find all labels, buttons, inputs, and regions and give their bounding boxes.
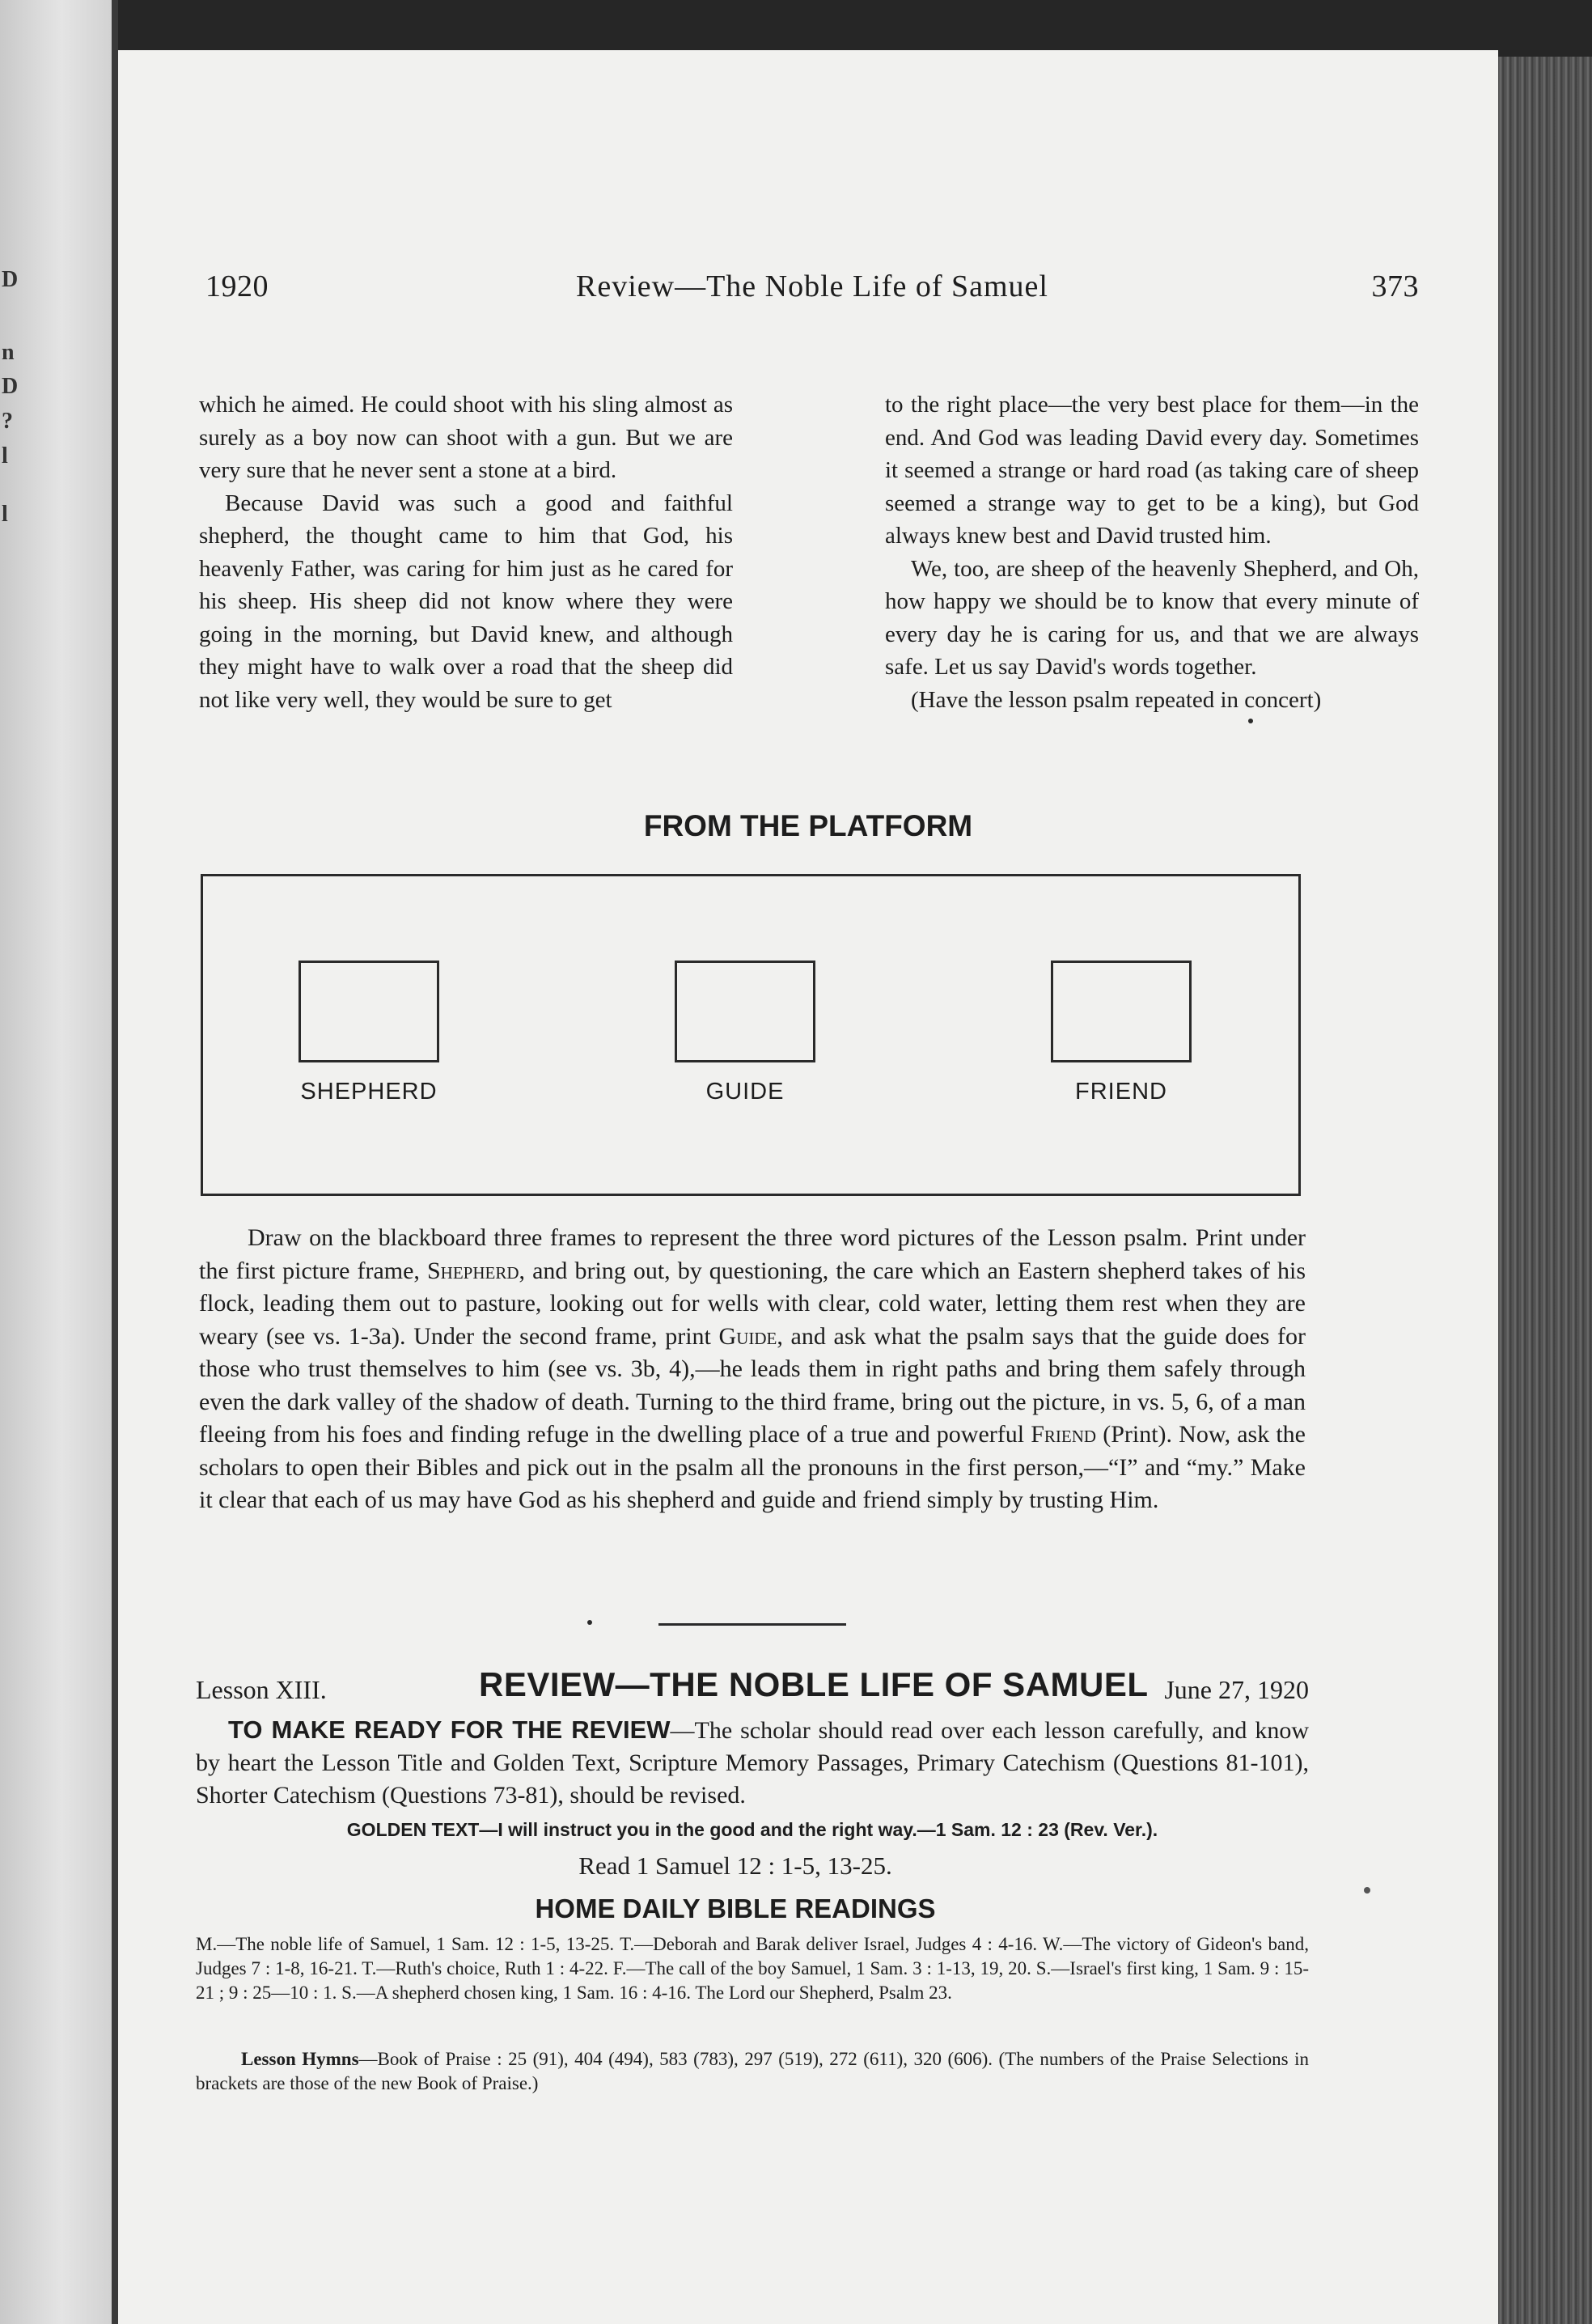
- frame-label-guide: GUIDE: [705, 1079, 785, 1105]
- small-caps-word: Shepherd: [426, 1257, 519, 1284]
- text-run: , and ask what the psalm says that the guide does for those who trust themselves to him (see vs. 3b, 4),—he leads them in right paths and bring them safely through even the dark valley of the shadow of death. Turning to the third frame, bring out the picture, in vs. 5, 6, of a man fleeing from his foes and finding refuge in the dwelling place of a true and powerful: [199, 1322, 1306, 1448]
- paragraph: Because David was such a good and faithful shepherd, the thought came to him that God, his heavenly Father, was caring for him just as he cared for his sheep. His sheep did not know where they were going in the morning, but David knew, and although they might have to walk over a road that the sheep did not like very well, they would be sure to get: [199, 490, 733, 713]
- picture-frame-friend: [1051, 961, 1192, 1062]
- adjacent-page-strip: [0, 0, 112, 2324]
- small-caps-word: Guide: [718, 1322, 777, 1350]
- text-run: , and bring out, by questioning, the care which an Eastern shepherd takes of his flock, leading them out to pasture, looking out for wells with clear, cold water, letting them rest when they are weary (see vs. 1-3a). Under the second frame, print: [199, 1257, 1306, 1350]
- story-columns: [199, 388, 1421, 785]
- paragraph: [199, 1222, 1306, 1517]
- page-edges: [1498, 57, 1592, 2324]
- text-run: (Print). Now, ask the scholars to open their Bibles and pick out in the psalm all the pronouns in the first person,—“I” and “my.” Make it clear that each of us may have God as his shepherd and guide and friend simply by trusting Him.: [199, 1421, 1306, 1513]
- running-head-title: Review—The Noble Life of Samuel: [576, 269, 1048, 303]
- adjacent-page-fragment: D: [2, 374, 19, 399]
- lesson-hymns: [196, 2047, 1309, 2096]
- adjacent-page-fragment: n: [2, 340, 15, 365]
- lesson-title: REVIEW—THE NOBLE LIFE OF SAMUEL: [479, 1665, 1149, 1703]
- running-head-year: 1920: [205, 269, 269, 303]
- platform-instructions: [199, 1222, 1306, 1517]
- paragraph: which he aimed. He could shoot with his sling almost as surely as a boy now can shoot with a gun. But we are very sure that he never sent a stone at a bird.: [199, 392, 733, 483]
- paragraph: (Have the lesson psalm repeated in concert): [911, 686, 1322, 713]
- paragraph: to the right place—the very best place for them—in the end. And God was leading David every day. Sometimes it seemed a strange or hard road (as taking care of sheep seemed a strange way to get to be a king), but God always knew best and David trusted him.: [885, 392, 1419, 549]
- ink-dot: [1248, 719, 1253, 723]
- lesson-date: June 27, 1920: [1164, 1675, 1309, 1704]
- daily-readings: [196, 1932, 1309, 2005]
- paragraph: We, too, are sheep of the heavenly Shepherd, and Oh, how happy we should be to know that every minute of every day he is caring for us, and that we are always safe. Let us say David's words together.: [885, 555, 1419, 680]
- book-page: [118, 50, 1498, 2324]
- section-divider: [658, 1623, 846, 1626]
- hymns-lead: Lesson Hymns: [241, 2049, 359, 2069]
- lesson-header: [196, 1665, 1309, 1714]
- prep-lead: TO MAKE READY FOR THE REVIEW: [228, 1715, 671, 1744]
- ink-dot: [587, 1620, 592, 1625]
- reading-reference: Read 1 Samuel 12 : 1-5, 13-25.: [578, 1851, 892, 1880]
- frame-label-shepherd: SHEPHERD: [300, 1079, 438, 1105]
- ink-dot: [1364, 1887, 1370, 1894]
- book-gutter: [112, 0, 118, 2324]
- readings-heading: HOME DAILY BIBLE READINGS: [535, 1894, 936, 1923]
- page-content: [118, 50, 1498, 2324]
- running-head: [205, 269, 1419, 317]
- adjacent-page-fragment: l: [2, 443, 8, 469]
- page-number: 373: [1371, 269, 1419, 303]
- review-preparation: [196, 1714, 1309, 1812]
- platform-heading: FROM THE PLATFORM: [643, 809, 973, 842]
- adjacent-page-fragment: l: [2, 502, 8, 527]
- frame-label-friend: FRIEND: [1075, 1079, 1167, 1105]
- lesson-number: Lesson XIII.: [196, 1675, 327, 1704]
- hymns-paragraph: [196, 2047, 1309, 2096]
- small-caps-word: Friend: [1031, 1421, 1097, 1448]
- golden-text: GOLDEN TEXT—I will instruct you in the good and the right way.—1 Sam. 12 : 23 (Rev. Ver.).: [346, 1819, 1158, 1840]
- prep-text: —The scholar should read over each lesson carefully, and know by heart the Lesson Title and Golden Text, Scripture Memory Passages, Primary Catechism (Questions 81-101), Shorter Catechism (Questions 73-81), should be revised.: [196, 1717, 1309, 1809]
- text-run: Draw on the blackboard three frames to represent the three word pictures of the Lesson psalm. Print under the first picture frame,: [199, 1224, 1306, 1284]
- adjacent-page-fragment: ?: [2, 409, 13, 434]
- picture-frame-shepherd: [298, 961, 439, 1062]
- readings-text: M.—The noble life of Samuel, 1 Sam. 12 : 1-5, 13-25. T.—Deborah and Barak deliver Israel, Judges 4 : 4-16. W.—The victory of Gideon's band, Judges 7 : 1-8, 16-21. T.—Ruth's choice, Ruth 1 : 4-22. F.—The call of the boy Samuel, 1 Sam. 3 : 1-13, 19, 20. S.—Israel's first king, 1 Sam. 9 : 15-21 ; 9 : 25—10 : 1. S.—A shepherd chosen king, 1 Sam. 16 : 4-16. The Lord our Shepherd, Psalm 23.: [196, 1934, 1309, 2003]
- blackboard-diagram: [201, 874, 1301, 1196]
- right-column: [885, 388, 1419, 716]
- hymns-text: —Book of Praise : 25 (91), 404 (494), 583 (783), 297 (519), 272 (611), 320 (606). (The numbers of the Praise Selections in brackets are those of the new Book of Praise.): [196, 2049, 1309, 2093]
- left-column: [199, 388, 733, 716]
- picture-frame-guide: [675, 961, 815, 1062]
- adjacent-page-fragment: D: [2, 267, 19, 292]
